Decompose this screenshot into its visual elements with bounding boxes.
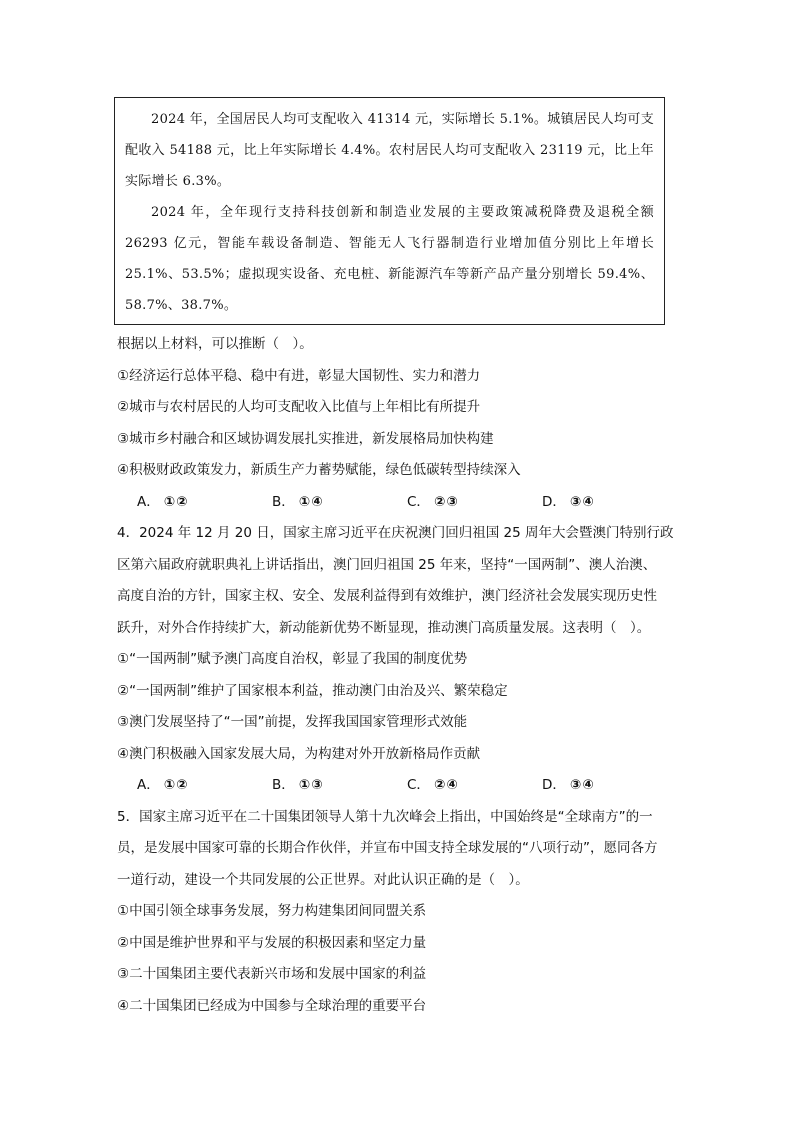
choice-value: ②③ bbox=[433, 493, 459, 510]
q5-stem-line-2: 员，是发展中国家可靠的长期合作伙伴，并宣布中国支持全球发展的“八项行动”，愿同各方 bbox=[117, 840, 658, 856]
q3-choice-d[interactable] bbox=[542, 487, 677, 519]
q4-choice-a[interactable] bbox=[137, 770, 272, 802]
choice-letter: A． bbox=[137, 493, 160, 510]
choice-value: ②④ bbox=[433, 777, 459, 793]
q4-option-3: ③澳门发展坚持了“一国”前提，发挥我国国家管理形式效能 bbox=[117, 714, 468, 730]
q3-option-1: ①经济运行总体平稳、稳中有进，彰显大国韧性、实力和潜力 bbox=[117, 367, 481, 384]
q3-choice-b[interactable] bbox=[272, 487, 407, 519]
choice-letter: C． bbox=[407, 777, 430, 793]
q5-stem-line-1: 5．国家主席习近平在二十国集团领导人第十九次峰会上指出，中国始终是“全球南方”的一 bbox=[117, 808, 653, 825]
q5-option-4: ④二十国集团已经成为中国参与全球治理的重要平台 bbox=[117, 997, 427, 1014]
q4-choice-d[interactable] bbox=[542, 770, 677, 802]
choice-letter: C． bbox=[407, 493, 430, 510]
choice-value: ③④ bbox=[569, 777, 595, 793]
q4-option-4: ④澳门积极融入国家发展大局，为构建对外开放新格局作贡献 bbox=[117, 745, 481, 762]
q4-choice-b[interactable] bbox=[272, 770, 407, 802]
q5-option-2: ②中国是维护世界和平与发展的积极因素和坚定力量 bbox=[117, 934, 427, 951]
q3-choice-c[interactable] bbox=[407, 487, 542, 519]
choice-value: ①④ bbox=[298, 493, 324, 510]
material-box bbox=[114, 97, 665, 325]
q4-stem-line-1: 4．2024 年 12 月 20 日，国家主席习近平在庆祝澳门回归祖国 25 周年大会暨澳门特别行政 bbox=[117, 525, 674, 541]
q3-choice-a[interactable] bbox=[137, 487, 272, 519]
q4-stem-line-3: 高度自治的方针，国家主权、安全、发展利益得到有效维护，澳门经济社会发展实现历史性 bbox=[117, 588, 657, 604]
choice-value: ③④ bbox=[569, 493, 595, 510]
q4-choice-c[interactable] bbox=[407, 770, 542, 802]
q5-option-3: ③二十国集团主要代表新兴市场和发展中国家的利益 bbox=[117, 966, 427, 982]
material-paragraph-2: 2024 年，全年现行支持科技创新和制造业发展的主要政策减税降费及退税全额 26293 亿元，智能车载设备制造、智能无人飞行器制造行业增加值分别比上年增长 25.1%、53.5%；虚拟现实设备、充电桩、新能源汽车等新产品产量分别增长 59.4%、58.7%、38.7%。 bbox=[125, 205, 654, 313]
choice-letter: B． bbox=[272, 493, 295, 510]
q5-option-1: ①中国引领全球事务发展，努力构建集团间同盟关系 bbox=[117, 903, 427, 919]
q4-option-1: ①“一国两制”赋予澳门高度自治权，彰显了我国的制度优势 bbox=[117, 651, 468, 667]
q4-stem-line-2: 区第六届政府就职典礼上讲话指出，澳门回归祖国 25 年来，坚持“一国两制”、澳人治澳、 bbox=[117, 556, 657, 573]
q5-stem-line-3: 一道行动，建设一个共同发展的公正世界。对此认识正确的是（ ）。 bbox=[117, 871, 529, 888]
q3-option-4: ④积极财政政策发力，新质生产力蓄势赋能，绿色低碳转型持续深入 bbox=[117, 462, 521, 478]
q3-option-2: ②城市与农村居民的人均可支配收入比值与上年相比有所提升 bbox=[117, 399, 481, 415]
q3-choices bbox=[117, 487, 677, 519]
choice-value: ①② bbox=[163, 777, 189, 793]
choice-value: ①③ bbox=[298, 777, 324, 793]
q4-choices bbox=[117, 770, 677, 802]
choice-value: ①② bbox=[163, 493, 189, 510]
material-paragraph-1: 2024 年，全国居民人均可支配收入 41314 元，实际增长 5.1%。城镇居民人均可支配收入 54188 元，比上年实际增长 4.4%。农村居民人均可支配收入 23119 元，比上年实际增长 6.3%。 bbox=[125, 112, 654, 189]
q3-stem: 根据以上材料，可以推断（ ）。 bbox=[117, 336, 313, 352]
choice-letter: B． bbox=[272, 777, 295, 793]
choice-letter: D． bbox=[542, 777, 566, 793]
q4-stem-line-4: 跃升，对外合作持续扩大，新动能新优势不断显现，推动澳门高质量发展。这表明（ ）。 bbox=[117, 619, 651, 636]
q4-option-2: ②“一国两制”维护了国家根本利益，推动澳门由治及兴、繁荣稳定 bbox=[117, 682, 508, 699]
choice-letter: A． bbox=[137, 777, 160, 793]
q3-option-3: ③城市乡村融合和区域协调发展扎实推进，新发展格局加快构建 bbox=[117, 430, 494, 447]
choice-letter: D． bbox=[542, 493, 566, 510]
questions bbox=[117, 329, 677, 1022]
